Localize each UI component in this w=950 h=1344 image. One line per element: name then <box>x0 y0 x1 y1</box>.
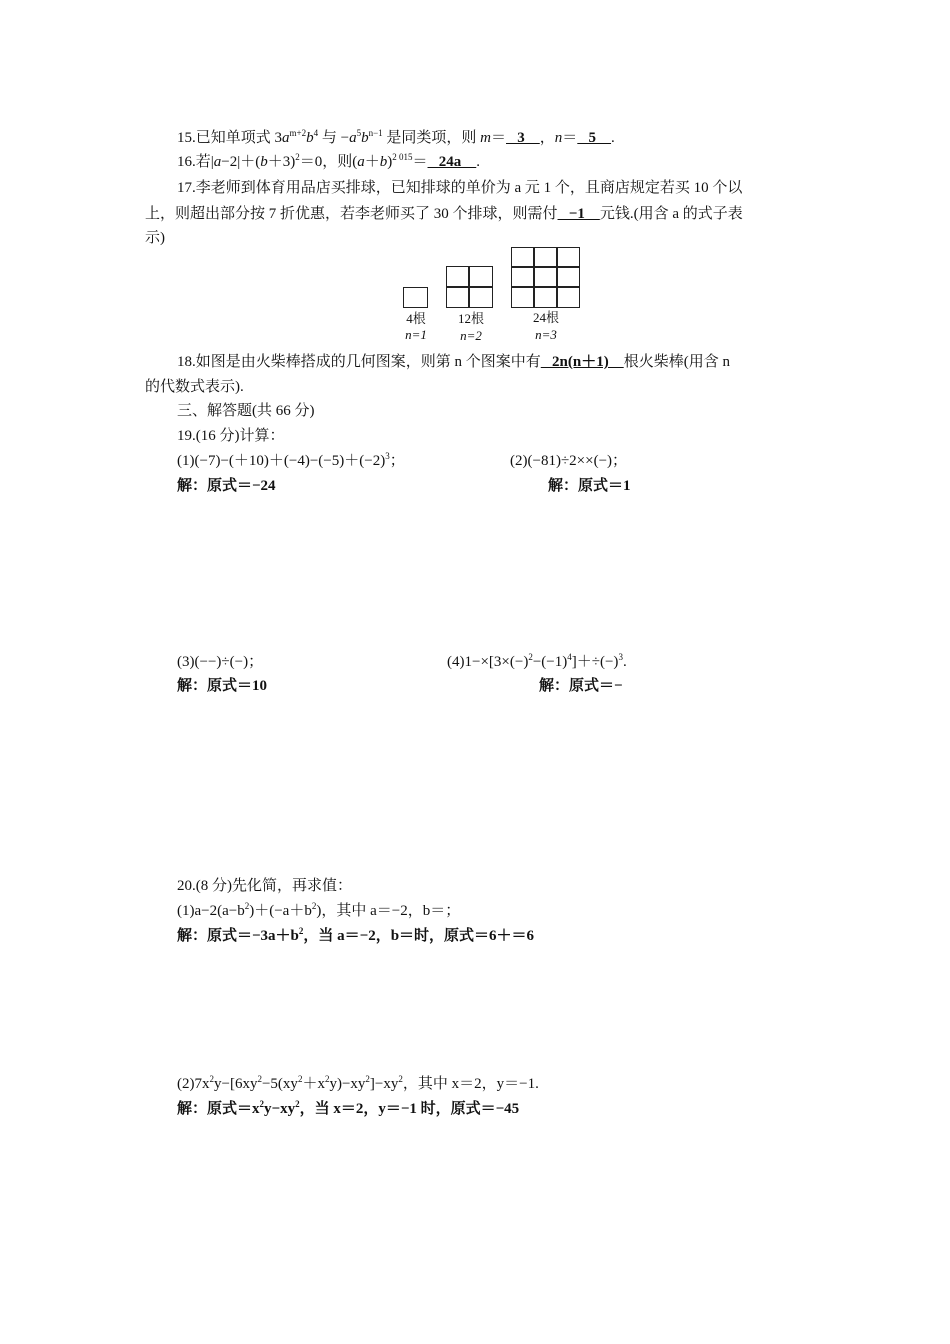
question-20-heading: 20.(8 分)先化简，再求值： <box>177 878 352 894</box>
question-15 <box>177 127 615 149</box>
q15-text: 已知单项式 3 <box>195 130 283 146</box>
q15-var: m <box>480 130 491 146</box>
q15-exp: m+2 <box>289 128 307 138</box>
q15-var: n <box>554 130 563 146</box>
q15-answer-m: 3 <box>506 130 540 146</box>
q19-p4-text: . <box>622 654 627 670</box>
q17-text: 上，则超出部分按 7 折优惠，若李老师买了 30 个排球，则需付 <box>145 206 558 222</box>
pattern-3 <box>511 247 580 308</box>
q15-text: 与 − <box>318 130 350 146</box>
q18-answer: 2n(n＋1) <box>540 354 624 370</box>
q20-p2-text: y−[6xy <box>214 1076 258 1092</box>
q20-s1-text: ，当 a＝−2，b＝时，原式＝6＋＝6 <box>303 928 535 944</box>
q15-text: ， <box>539 130 555 146</box>
q15-text: 是同类项，则 <box>382 130 481 146</box>
pattern-2-count: 12根 <box>457 311 484 326</box>
q20-p2-exp: 2 <box>365 1074 370 1084</box>
q19-part-3: (3)(−−)÷(−)； <box>177 654 264 670</box>
q20-s2-exp: 2 <box>259 1099 265 1109</box>
q15-exp: n−1 <box>368 128 383 138</box>
q20-solution-1 <box>177 925 534 947</box>
q18-text: 18.如图是由火柴棒搭成的几何图案，则第 n 个图案中有 <box>177 354 541 370</box>
q16-text: . <box>476 154 481 170</box>
question-17-line-2 <box>145 203 743 225</box>
q19-part-2: (2)(−81)÷2××(−)； <box>510 453 628 469</box>
pattern-1-n: n=1 <box>405 327 427 342</box>
q20-p1-text: (1)a−2(a−b <box>177 903 245 919</box>
q16-var: b <box>260 154 268 170</box>
q17-text: 元钱.(用含 a 的式子表 <box>599 206 743 222</box>
q18-text: 根火柴棒(用含 n <box>623 354 730 370</box>
q15-var: a <box>282 130 290 146</box>
q20-p2-exp: 2 <box>398 1074 403 1084</box>
q15-text: ＝ <box>491 130 507 146</box>
q20-p2-text: ，其中 x＝2，y＝−1. <box>402 1076 539 1092</box>
q19-part-1 <box>177 450 405 472</box>
q19-p4-text: ]＋÷(−) <box>571 654 619 670</box>
q19-p4-exp: 3 <box>618 652 623 662</box>
q15-text: . <box>611 130 615 146</box>
q20-p2-exp: 2 <box>324 1074 330 1084</box>
question-18-line-1 <box>177 351 730 373</box>
q20-p1-text: )，其中 a＝−2，b＝； <box>316 903 461 919</box>
q16-text: ＋3) <box>267 154 296 170</box>
q19-p4-text: (4)1−×[3×(−) <box>447 654 529 670</box>
q15-exp: 5 <box>356 128 362 138</box>
q16-var: a <box>213 154 222 170</box>
q20-p2-exp: 2 <box>209 1074 214 1084</box>
q16-text: ) <box>387 154 393 170</box>
question-19-heading: 19.(16 分)计算： <box>177 428 285 444</box>
q20-s2-exp: 2 <box>295 1099 300 1109</box>
question-17-line-1: 17.李老师到体育用品店买排球，已知排球的单价为 a 元 1 个，且商店规定若买 10 个以 <box>177 180 743 196</box>
q19-solution-4: 解：原式＝− <box>539 678 623 694</box>
question-17-line-3: 示) <box>145 230 165 246</box>
q19-part-4 <box>447 651 627 673</box>
q15-answer-n: 5 <box>577 130 612 146</box>
q16-text: 若| <box>195 154 214 170</box>
q19-p4-text: −(−1) <box>532 654 568 670</box>
q16-text: ＋ <box>364 154 380 170</box>
q20-p1-text: )＋(−a＋b <box>249 903 312 919</box>
q20-p2-text: ]−xy <box>369 1076 399 1092</box>
q20-p1-exp: 2 <box>244 901 250 911</box>
q20-s2-text: y−xy <box>264 1101 296 1117</box>
q16-var: b <box>379 154 388 170</box>
q15-var: b <box>361 130 369 146</box>
pattern-3-count: 24根 <box>532 310 559 325</box>
pattern-3-n: n=3 <box>535 327 557 342</box>
q20-p2-exp: 2 <box>297 1074 303 1084</box>
q16-text: ＝ <box>412 154 428 170</box>
q20-p2-text: −5(xy <box>261 1076 298 1092</box>
q20-p2-text: y)−xy <box>329 1076 366 1092</box>
q20-s2-text: 解：原式＝x <box>177 1101 260 1117</box>
q15-text: ＝ <box>562 130 578 146</box>
q20-p1-exp: 2 <box>311 901 317 911</box>
q19-solution-3: 解：原式＝10 <box>177 678 268 694</box>
q20-part-2 <box>177 1073 539 1095</box>
q20-s1-text: 解：原式＝−3a＋b <box>177 928 299 944</box>
q20-solution-2 <box>177 1098 519 1120</box>
q20-p2-text: (2)7x <box>177 1076 210 1092</box>
q19-p4-exp: 4 <box>567 652 572 662</box>
pattern-2 <box>446 266 493 308</box>
q19-p4-exp: 2 <box>528 652 533 662</box>
q17-answer: −1 <box>557 206 600 222</box>
q16-number: 16. <box>177 154 196 170</box>
q16-answer: 24a <box>427 154 477 170</box>
q16-exp: 2 015 <box>392 152 413 162</box>
q20-p2-exp: 2 <box>257 1074 262 1084</box>
q19-p1-text: ； <box>389 453 405 469</box>
q20-s1-exp: 2 <box>298 926 304 936</box>
q15-exp: 4 <box>313 128 319 138</box>
q15-var: b <box>306 130 314 146</box>
q15-var: a <box>349 130 357 146</box>
q16-text: ＝0，则( <box>299 154 358 170</box>
q16-text: −2|＋( <box>221 154 261 170</box>
section-heading: 三、解答题(共 66 分) <box>177 403 315 419</box>
q19-solution-2: 解：原式＝1 <box>548 478 631 494</box>
question-16 <box>177 151 480 173</box>
q20-s2-text: ，当 x＝2，y＝−1 时，原式＝−45 <box>299 1101 520 1117</box>
q20-p2-text: ＋x <box>302 1076 325 1092</box>
q19-p1-exp: 3 <box>385 451 390 461</box>
q19-solution-1: 解：原式＝−24 <box>177 478 276 494</box>
q19-p1-text: (1)(−7)−(＋10)＋(−4)−(−5)＋(−2) <box>177 453 386 469</box>
pattern-1-count: 4根 <box>406 311 426 326</box>
pattern-2-n: n=2 <box>460 328 482 343</box>
q15-number: 15. <box>177 130 196 146</box>
q20-part-1 <box>177 900 460 922</box>
q16-exp: 2 <box>295 152 300 162</box>
question-18-line-2: 的代数式表示). <box>145 379 244 395</box>
pattern-1 <box>403 287 428 308</box>
q16-var: a <box>357 154 365 170</box>
